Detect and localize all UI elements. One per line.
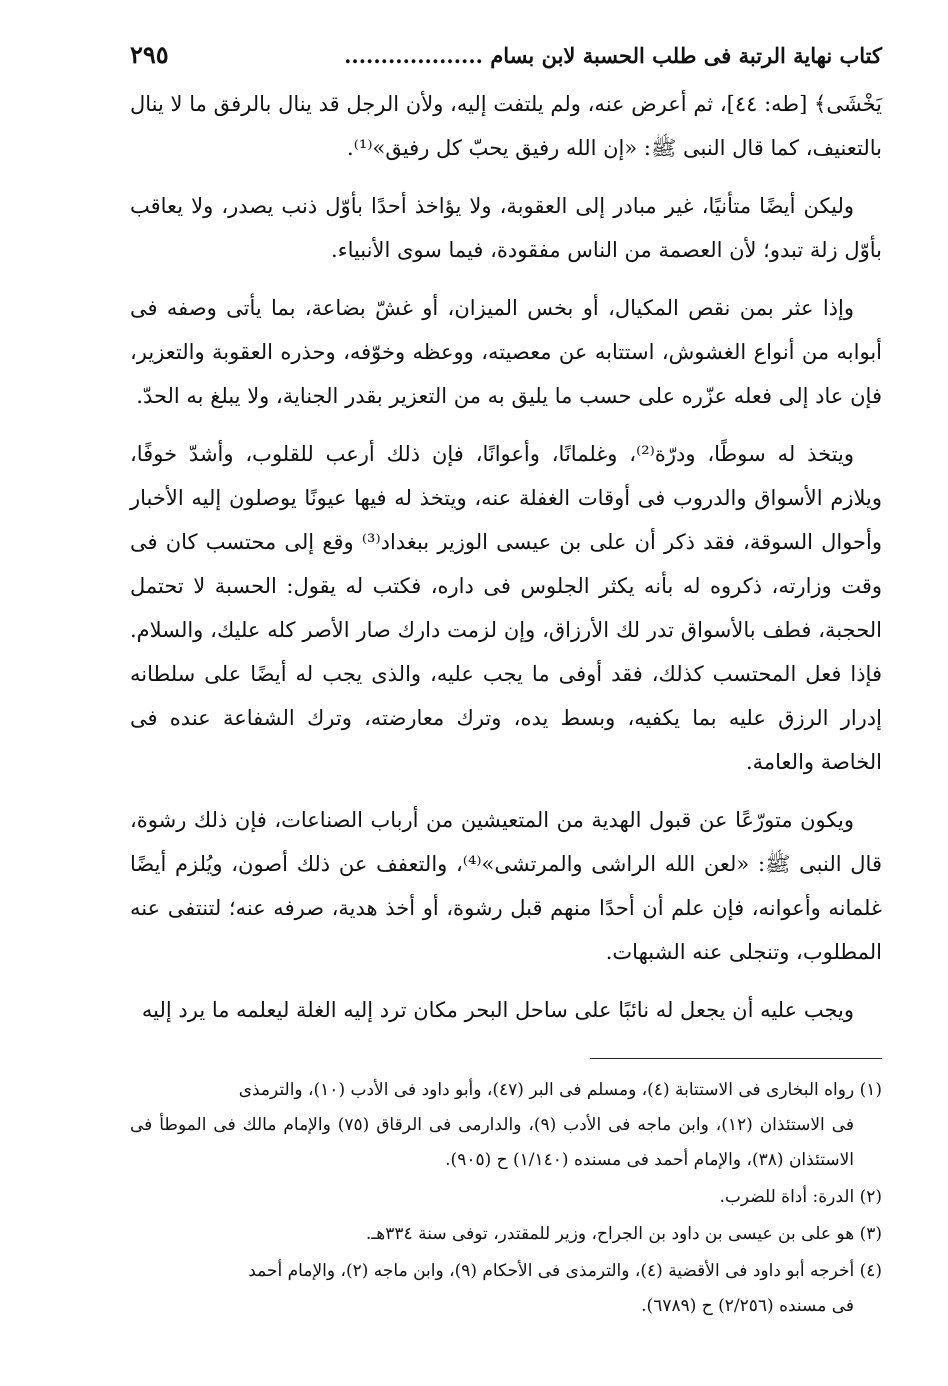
paragraph: وليكن أيضًا متأنيًا، غير مبادر إلى العقوبة، ولا يؤاخذ أحدًا بأوّل ذنب يصدر، ولا يعاقب بأوّل زلة تبدو؛ لأن العصمة من الناس مفقودة، فيما سوى الأنبياء. — [130, 194, 882, 262]
footnote-separator — [590, 1058, 882, 1059]
paragraph: يَخْشَى﴾ [طه: ٤٤]، ثم أعرض عنه، ولم يلتفت إليه، ولأن الرجل قد ينال بالرفق ما لا ينال بالتعنيف، كما قال النبى ﷺ: «إن الله رفيق يحبّ كل رفيق»⁽¹⁾. — [130, 92, 882, 160]
footnote — [130, 1254, 882, 1324]
footnote-first-line: (٣) هو على بن عيسى بن داود بن الجراح، وزير للمقتدر، توفى سنة ٣٣٤هـ. — [365, 1224, 882, 1244]
main-text — [130, 82, 882, 1032]
paragraph: وإذا عثر بمن نقص المكيال، أو بخس الميزان، أو غشّ بضاعة، بما يأتى وصفه فى أبوابه من أنواع الغشوش، استتابه عن معصيته، ووعظه وخوّفه، وحذره العقوبة والتعزير، فإن عاد إلى فعله عزّره على حسب ما يليق به من التعزير بقدر الجناية، ولا يبلغ به الحدّ. — [130, 296, 882, 408]
footnote-first-line: (٢) الدرة: أداة للضرب. — [719, 1187, 882, 1207]
running-header — [130, 40, 882, 82]
footnote-first-line: (١) رواه البخارى فى الاستتابة (٤)، ومسلم فى البر (٤٧)، وأبو داود فى الأدب (١٠)، والترمذى — [238, 1080, 882, 1100]
paragraph: ويكون متورّعًا عن قبول الهدية من المتعيشين من أرباب الصناعات، فإن ذلك رشوة، قال النبى ﷺ: «لعن الله الراشى والمرتشى»⁽⁴⁾، والتعفف عن ذلك أصون، ويُلزم أيضًا غلمانه وأعوانه، فإن علم أن أحدًا منهم قبل رشوة، أو أخذ هدية، صرفه عنه؛ لتنتفى عنه المطلوب، وتنجلى عنه الشبهات. — [130, 808, 882, 964]
footnote — [130, 1073, 882, 1178]
paragraph: ويجب عليه أن يجعل له نائبًا على ساحل البحر مكان ترد إليه الغلة ليعلمه ما يرد إليه — [141, 998, 854, 1022]
paragraph: ويتخذ له سوطًا، ودرّة⁽²⁾، وغلمانًا، وأعوانًا، فإن ذلك أرعب للقلوب، وأشدّ خوفًا، ويلازم الأسواق والدروب فى أوقات الغفلة عنه، ويتخذ له فيها عيونًا يوصلون إليه الأخبار وأحوال السوقة، فقد ذكر أن على بن عيسى الوزير ببغداد⁽³⁾ وقع إلى محتسب كان فى وقت وزارته، ذكروه له بأنه يكثر الجلوس فى داره، فكتب له يقول: الحسبة لا تحتمل الحجبة، فطف بالأسواق تدر لك الأرزاق، وإن لزمت دارك صار الأصر كله عليك، والسلام. فإذا فعل المحتسب كذلك، فقد أوفى ما يجب عليه، والذى يجب له أيضًا على سلطانه إدرار الرزق عليه بما يكفيه، وبسط يده، وترك معارضته، وترك الشفاعة عنده فى الخاصة والعامة. — [130, 442, 883, 774]
page-number: ٢٩٥ — [130, 40, 169, 69]
footnote-first-line: (٤) أخرجه أبو داود فى الأقضية (٤)، والترمذى فى الأحكام (٩)، وابن ماجه (٢)، والإمام أحمد — [248, 1261, 882, 1281]
footnotes — [130, 1073, 882, 1324]
footnote-continuation: فى الاستئذان (١٢)، وابن ماجه فى الأدب (٩)، والدارمى فى الرقاق (٧٥) والإمام مالك فى الموطأ فى الاستئذان (٣٨)، والإمام أحمد فى مسنده (١/١٤٠) ح (٩٠٥). — [130, 1115, 854, 1170]
book-page — [130, 40, 882, 1326]
footnote — [130, 1217, 882, 1252]
footnote — [130, 1180, 882, 1215]
footnote-continuation: فى مسنده (٢/٢٥٦) ح (٦٧٨٩). — [641, 1296, 854, 1316]
running-title: كتاب نهاية الرتبة فى طلب الحسبة لابن بسام ................... — [344, 43, 882, 68]
